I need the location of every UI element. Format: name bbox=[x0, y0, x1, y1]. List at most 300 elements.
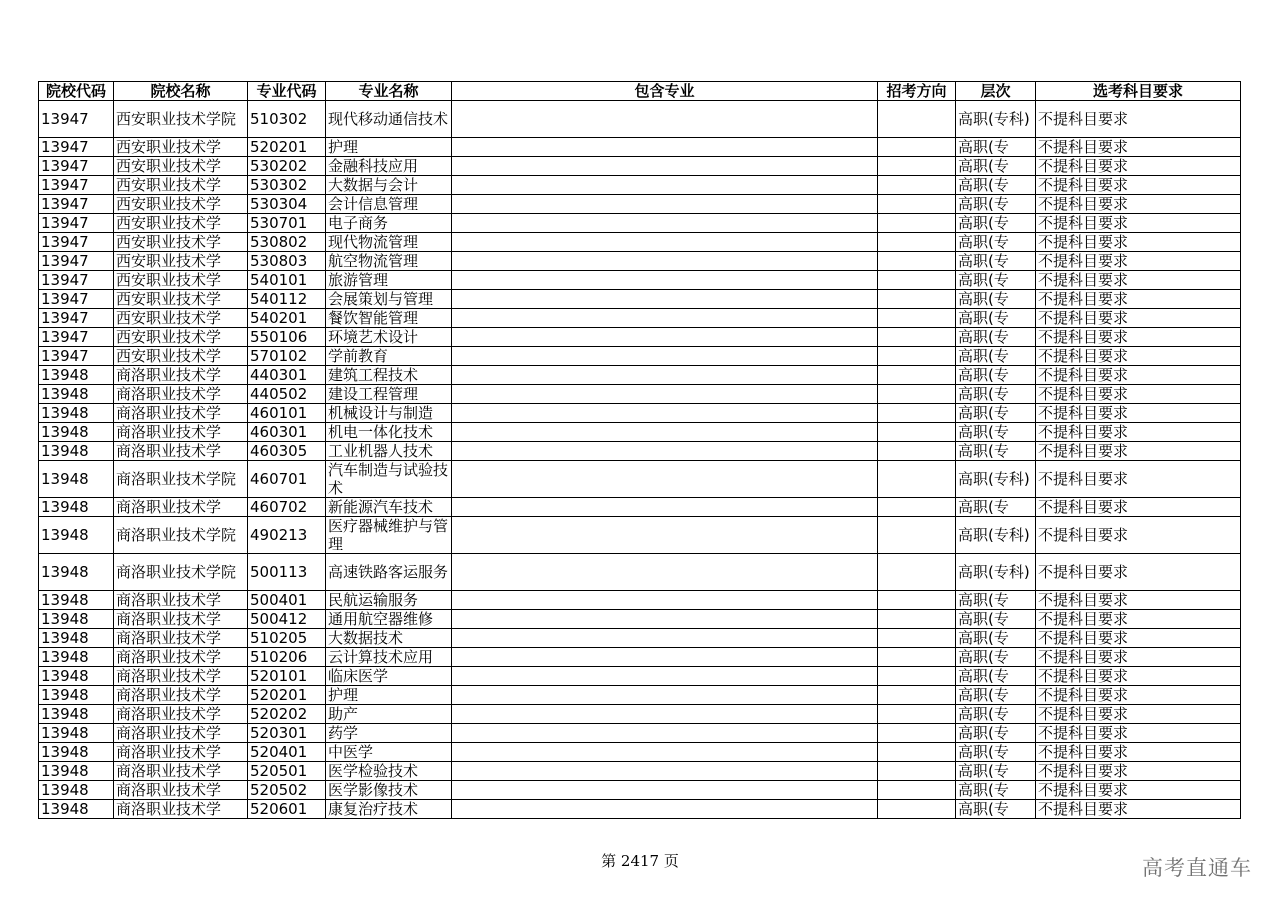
school-name-cell: 商洛职业技术学 bbox=[114, 705, 248, 724]
header-direction: 招考方向 bbox=[878, 82, 956, 101]
watermark: 高考直通车 bbox=[1142, 856, 1252, 880]
level-cell: 高职(专 bbox=[956, 610, 1036, 629]
school-code-cell: 13947 bbox=[39, 252, 114, 271]
included-majors-cell bbox=[452, 271, 878, 290]
school-code-cell: 13948 bbox=[39, 610, 114, 629]
level-cell: 高职(专 bbox=[956, 667, 1036, 686]
admission-table bbox=[38, 81, 1241, 819]
school-code-cell: 13947 bbox=[39, 233, 114, 252]
major-name-cell: 中医学 bbox=[326, 743, 452, 762]
major-name-cell: 航空物流管理 bbox=[326, 252, 452, 271]
school-name-cell: 商洛职业技术学 bbox=[114, 629, 248, 648]
subject-requirement-cell: 不提科目要求 bbox=[1036, 328, 1241, 347]
school-name-cell: 西安职业技术学 bbox=[114, 176, 248, 195]
included-majors-cell bbox=[452, 629, 878, 648]
direction-cell bbox=[878, 667, 956, 686]
direction-cell bbox=[878, 176, 956, 195]
school-name-cell: 商洛职业技术学院 bbox=[114, 554, 248, 591]
direction-cell bbox=[878, 648, 956, 667]
major-name-cell: 金融科技应用 bbox=[326, 157, 452, 176]
table-row bbox=[39, 309, 1241, 328]
school-code-cell: 13947 bbox=[39, 214, 114, 233]
included-majors-cell bbox=[452, 442, 878, 461]
level-cell: 高职(专 bbox=[956, 404, 1036, 423]
level-cell: 高职(专 bbox=[956, 366, 1036, 385]
major-code-cell: 460701 bbox=[248, 461, 326, 498]
school-name-cell: 西安职业技术学 bbox=[114, 195, 248, 214]
direction-cell bbox=[878, 404, 956, 423]
school-code-cell: 13948 bbox=[39, 743, 114, 762]
direction-cell bbox=[878, 781, 956, 800]
included-majors-cell bbox=[452, 157, 878, 176]
school-code-cell: 13947 bbox=[39, 157, 114, 176]
table-row bbox=[39, 195, 1241, 214]
level-cell: 高职(专 bbox=[956, 233, 1036, 252]
school-code-cell: 13947 bbox=[39, 347, 114, 366]
direction-cell bbox=[878, 517, 956, 554]
subject-requirement-cell: 不提科目要求 bbox=[1036, 517, 1241, 554]
direction-cell bbox=[878, 610, 956, 629]
level-cell: 高职(专 bbox=[956, 138, 1036, 157]
major-code-cell: 460702 bbox=[248, 498, 326, 517]
subject-requirement-cell: 不提科目要求 bbox=[1036, 461, 1241, 498]
major-name-cell: 新能源汽车技术 bbox=[326, 498, 452, 517]
major-code-cell: 530202 bbox=[248, 157, 326, 176]
direction-cell bbox=[878, 138, 956, 157]
major-code-cell: 530302 bbox=[248, 176, 326, 195]
school-code-cell: 13948 bbox=[39, 554, 114, 591]
school-name-cell: 商洛职业技术学 bbox=[114, 648, 248, 667]
school-name-cell: 商洛职业技术学 bbox=[114, 800, 248, 819]
school-name-cell: 西安职业技术学 bbox=[114, 252, 248, 271]
table-row bbox=[39, 385, 1241, 404]
school-code-cell: 13948 bbox=[39, 648, 114, 667]
major-code-cell: 520502 bbox=[248, 781, 326, 800]
level-cell: 高职(专 bbox=[956, 347, 1036, 366]
header-row bbox=[39, 82, 1241, 101]
subject-requirement-cell: 不提科目要求 bbox=[1036, 667, 1241, 686]
school-code-cell: 13948 bbox=[39, 724, 114, 743]
direction-cell bbox=[878, 461, 956, 498]
table-row bbox=[39, 252, 1241, 271]
major-name-cell: 大数据与会计 bbox=[326, 176, 452, 195]
major-name-cell: 会展策划与管理 bbox=[326, 290, 452, 309]
major-code-cell: 520301 bbox=[248, 724, 326, 743]
major-name-cell: 护理 bbox=[326, 138, 452, 157]
included-majors-cell bbox=[452, 648, 878, 667]
direction-cell bbox=[878, 724, 956, 743]
table-row bbox=[39, 138, 1241, 157]
school-name-cell: 西安职业技术学 bbox=[114, 157, 248, 176]
level-cell: 高职(专 bbox=[956, 423, 1036, 442]
table-row bbox=[39, 554, 1241, 591]
major-name-cell: 医学影像技术 bbox=[326, 781, 452, 800]
major-name-cell: 医疗器械维护与管理 bbox=[326, 517, 452, 554]
school-code-cell: 13948 bbox=[39, 461, 114, 498]
direction-cell bbox=[878, 686, 956, 705]
school-code-cell: 13948 bbox=[39, 517, 114, 554]
subject-requirement-cell: 不提科目要求 bbox=[1036, 233, 1241, 252]
direction-cell bbox=[878, 385, 956, 404]
level-cell: 高职(专 bbox=[956, 781, 1036, 800]
major-name-cell: 助产 bbox=[326, 705, 452, 724]
included-majors-cell bbox=[452, 233, 878, 252]
major-code-cell: 520101 bbox=[248, 667, 326, 686]
table-row bbox=[39, 404, 1241, 423]
included-majors-cell bbox=[452, 724, 878, 743]
level-cell: 高职(专科) bbox=[956, 517, 1036, 554]
level-cell: 高职(专 bbox=[956, 800, 1036, 819]
major-name-cell: 学前教育 bbox=[326, 347, 452, 366]
direction-cell bbox=[878, 347, 956, 366]
included-majors-cell bbox=[452, 366, 878, 385]
major-code-cell: 510302 bbox=[248, 101, 326, 138]
major-name-cell: 高速铁路客运服务 bbox=[326, 554, 452, 591]
major-name-cell: 云计算技术应用 bbox=[326, 648, 452, 667]
school-name-cell: 西安职业技术学 bbox=[114, 328, 248, 347]
subject-requirement-cell: 不提科目要求 bbox=[1036, 290, 1241, 309]
level-cell: 高职(专 bbox=[956, 442, 1036, 461]
major-code-cell: 530304 bbox=[248, 195, 326, 214]
major-code-cell: 500113 bbox=[248, 554, 326, 591]
school-code-cell: 13948 bbox=[39, 800, 114, 819]
major-name-cell: 民航运输服务 bbox=[326, 591, 452, 610]
subject-requirement-cell: 不提科目要求 bbox=[1036, 271, 1241, 290]
major-name-cell: 机械设计与制造 bbox=[326, 404, 452, 423]
table-row bbox=[39, 705, 1241, 724]
level-cell: 高职(专 bbox=[956, 762, 1036, 781]
major-code-cell: 530701 bbox=[248, 214, 326, 233]
subject-requirement-cell: 不提科目要求 bbox=[1036, 442, 1241, 461]
major-name-cell: 餐饮智能管理 bbox=[326, 309, 452, 328]
header-subject-requirement: 选考科目要求 bbox=[1036, 82, 1241, 101]
school-name-cell: 西安职业技术学 bbox=[114, 290, 248, 309]
table-row bbox=[39, 781, 1241, 800]
school-name-cell: 商洛职业技术学 bbox=[114, 610, 248, 629]
table-row bbox=[39, 290, 1241, 309]
major-code-cell: 490213 bbox=[248, 517, 326, 554]
major-code-cell: 540101 bbox=[248, 271, 326, 290]
major-code-cell: 510205 bbox=[248, 629, 326, 648]
level-cell: 高职(专 bbox=[956, 195, 1036, 214]
included-majors-cell bbox=[452, 781, 878, 800]
included-majors-cell bbox=[452, 554, 878, 591]
header-school-name: 院校名称 bbox=[114, 82, 248, 101]
level-cell: 高职(专 bbox=[956, 309, 1036, 328]
major-name-cell: 会计信息管理 bbox=[326, 195, 452, 214]
table-row bbox=[39, 686, 1241, 705]
level-cell: 高职(专 bbox=[956, 328, 1036, 347]
direction-cell bbox=[878, 442, 956, 461]
major-code-cell: 460305 bbox=[248, 442, 326, 461]
subject-requirement-cell: 不提科目要求 bbox=[1036, 648, 1241, 667]
major-code-cell: 570102 bbox=[248, 347, 326, 366]
level-cell: 高职(专科) bbox=[956, 101, 1036, 138]
direction-cell bbox=[878, 328, 956, 347]
table-row bbox=[39, 157, 1241, 176]
major-name-cell: 建筑工程技术 bbox=[326, 366, 452, 385]
subject-requirement-cell: 不提科目要求 bbox=[1036, 176, 1241, 195]
table-row bbox=[39, 629, 1241, 648]
major-name-cell: 大数据技术 bbox=[326, 629, 452, 648]
direction-cell bbox=[878, 762, 956, 781]
major-name-cell: 汽车制造与试验技术 bbox=[326, 461, 452, 498]
major-name-cell: 工业机器人技术 bbox=[326, 442, 452, 461]
school-code-cell: 13947 bbox=[39, 195, 114, 214]
subject-requirement-cell: 不提科目要求 bbox=[1036, 781, 1241, 800]
school-code-cell: 13948 bbox=[39, 498, 114, 517]
table-row bbox=[39, 800, 1241, 819]
school-name-cell: 西安职业技术学院 bbox=[114, 101, 248, 138]
school-code-cell: 13948 bbox=[39, 629, 114, 648]
major-code-cell: 520501 bbox=[248, 762, 326, 781]
subject-requirement-cell: 不提科目要求 bbox=[1036, 554, 1241, 591]
table-row bbox=[39, 214, 1241, 233]
included-majors-cell bbox=[452, 385, 878, 404]
level-cell: 高职(专科) bbox=[956, 461, 1036, 498]
included-majors-cell bbox=[452, 214, 878, 233]
major-name-cell: 护理 bbox=[326, 686, 452, 705]
major-code-cell: 520601 bbox=[248, 800, 326, 819]
direction-cell bbox=[878, 498, 956, 517]
level-cell: 高职(专 bbox=[956, 271, 1036, 290]
school-name-cell: 商洛职业技术学 bbox=[114, 498, 248, 517]
subject-requirement-cell: 不提科目要求 bbox=[1036, 800, 1241, 819]
direction-cell bbox=[878, 290, 956, 309]
school-code-cell: 13948 bbox=[39, 442, 114, 461]
school-name-cell: 商洛职业技术学 bbox=[114, 686, 248, 705]
subject-requirement-cell: 不提科目要求 bbox=[1036, 423, 1241, 442]
school-code-cell: 13947 bbox=[39, 176, 114, 195]
school-code-cell: 13947 bbox=[39, 309, 114, 328]
school-code-cell: 13947 bbox=[39, 290, 114, 309]
direction-cell bbox=[878, 629, 956, 648]
table-row bbox=[39, 328, 1241, 347]
school-code-cell: 13947 bbox=[39, 138, 114, 157]
page-number: 第 2417 页 bbox=[601, 852, 679, 870]
school-name-cell: 商洛职业技术学 bbox=[114, 781, 248, 800]
school-code-cell: 13947 bbox=[39, 101, 114, 138]
subject-requirement-cell: 不提科目要求 bbox=[1036, 214, 1241, 233]
school-code-cell: 13947 bbox=[39, 328, 114, 347]
level-cell: 高职(专 bbox=[956, 743, 1036, 762]
header-included-majors: 包含专业 bbox=[452, 82, 878, 101]
major-code-cell: 520201 bbox=[248, 686, 326, 705]
school-code-cell: 13948 bbox=[39, 705, 114, 724]
level-cell: 高职(专 bbox=[956, 252, 1036, 271]
level-cell: 高职(专 bbox=[956, 176, 1036, 195]
included-majors-cell bbox=[452, 138, 878, 157]
school-code-cell: 13948 bbox=[39, 667, 114, 686]
major-name-cell: 电子商务 bbox=[326, 214, 452, 233]
level-cell: 高职(专 bbox=[956, 705, 1036, 724]
subject-requirement-cell: 不提科目要求 bbox=[1036, 101, 1241, 138]
direction-cell bbox=[878, 800, 956, 819]
subject-requirement-cell: 不提科目要求 bbox=[1036, 705, 1241, 724]
table-row bbox=[39, 423, 1241, 442]
direction-cell bbox=[878, 554, 956, 591]
school-code-cell: 13948 bbox=[39, 423, 114, 442]
major-code-cell: 500412 bbox=[248, 610, 326, 629]
major-code-cell: 460301 bbox=[248, 423, 326, 442]
level-cell: 高职(专 bbox=[956, 290, 1036, 309]
school-code-cell: 13948 bbox=[39, 781, 114, 800]
subject-requirement-cell: 不提科目要求 bbox=[1036, 404, 1241, 423]
table-row bbox=[39, 743, 1241, 762]
included-majors-cell bbox=[452, 743, 878, 762]
school-code-cell: 13948 bbox=[39, 366, 114, 385]
subject-requirement-cell: 不提科目要求 bbox=[1036, 309, 1241, 328]
major-name-cell: 旅游管理 bbox=[326, 271, 452, 290]
school-name-cell: 商洛职业技术学 bbox=[114, 385, 248, 404]
included-majors-cell bbox=[452, 328, 878, 347]
level-cell: 高职(专 bbox=[956, 157, 1036, 176]
school-code-cell: 13948 bbox=[39, 385, 114, 404]
direction-cell bbox=[878, 195, 956, 214]
school-name-cell: 商洛职业技术学 bbox=[114, 366, 248, 385]
school-code-cell: 13948 bbox=[39, 591, 114, 610]
major-name-cell: 环境艺术设计 bbox=[326, 328, 452, 347]
school-name-cell: 商洛职业技术学 bbox=[114, 591, 248, 610]
included-majors-cell bbox=[452, 517, 878, 554]
school-name-cell: 西安职业技术学 bbox=[114, 138, 248, 157]
major-code-cell: 460101 bbox=[248, 404, 326, 423]
school-code-cell: 13948 bbox=[39, 686, 114, 705]
school-name-cell: 商洛职业技术学 bbox=[114, 423, 248, 442]
direction-cell bbox=[878, 101, 956, 138]
school-code-cell: 13947 bbox=[39, 271, 114, 290]
school-name-cell: 商洛职业技术学 bbox=[114, 762, 248, 781]
major-name-cell: 机电一体化技术 bbox=[326, 423, 452, 442]
major-code-cell: 440502 bbox=[248, 385, 326, 404]
table-row bbox=[39, 591, 1241, 610]
major-code-cell: 440301 bbox=[248, 366, 326, 385]
direction-cell bbox=[878, 157, 956, 176]
included-majors-cell bbox=[452, 610, 878, 629]
major-code-cell: 520401 bbox=[248, 743, 326, 762]
direction-cell bbox=[878, 214, 956, 233]
school-name-cell: 西安职业技术学 bbox=[114, 347, 248, 366]
included-majors-cell bbox=[452, 176, 878, 195]
level-cell: 高职(专科) bbox=[956, 554, 1036, 591]
level-cell: 高职(专 bbox=[956, 724, 1036, 743]
direction-cell bbox=[878, 309, 956, 328]
included-majors-cell bbox=[452, 762, 878, 781]
header-major-code: 专业代码 bbox=[248, 82, 326, 101]
subject-requirement-cell: 不提科目要求 bbox=[1036, 138, 1241, 157]
major-name-cell: 临床医学 bbox=[326, 667, 452, 686]
school-name-cell: 西安职业技术学 bbox=[114, 309, 248, 328]
included-majors-cell bbox=[452, 252, 878, 271]
header-level: 层次 bbox=[956, 82, 1036, 101]
direction-cell bbox=[878, 591, 956, 610]
major-name-cell: 建设工程管理 bbox=[326, 385, 452, 404]
school-code-cell: 13948 bbox=[39, 762, 114, 781]
header-major-name: 专业名称 bbox=[326, 82, 452, 101]
subject-requirement-cell: 不提科目要求 bbox=[1036, 157, 1241, 176]
included-majors-cell bbox=[452, 423, 878, 442]
included-majors-cell bbox=[452, 686, 878, 705]
table-row bbox=[39, 762, 1241, 781]
school-name-cell: 西安职业技术学 bbox=[114, 214, 248, 233]
level-cell: 高职(专 bbox=[956, 648, 1036, 667]
major-name-cell: 康复治疗技术 bbox=[326, 800, 452, 819]
subject-requirement-cell: 不提科目要求 bbox=[1036, 629, 1241, 648]
major-code-cell: 540201 bbox=[248, 309, 326, 328]
included-majors-cell bbox=[452, 290, 878, 309]
included-majors-cell bbox=[452, 591, 878, 610]
school-name-cell: 商洛职业技术学院 bbox=[114, 461, 248, 498]
table-row bbox=[39, 347, 1241, 366]
table-row bbox=[39, 724, 1241, 743]
direction-cell bbox=[878, 252, 956, 271]
school-name-cell: 西安职业技术学 bbox=[114, 271, 248, 290]
direction-cell bbox=[878, 743, 956, 762]
table-row bbox=[39, 498, 1241, 517]
major-code-cell: 550106 bbox=[248, 328, 326, 347]
table-row bbox=[39, 176, 1241, 195]
school-name-cell: 商洛职业技术学 bbox=[114, 667, 248, 686]
level-cell: 高职(专 bbox=[956, 385, 1036, 404]
school-name-cell: 商洛职业技术学 bbox=[114, 724, 248, 743]
major-code-cell: 510206 bbox=[248, 648, 326, 667]
included-majors-cell bbox=[452, 404, 878, 423]
direction-cell bbox=[878, 366, 956, 385]
school-name-cell: 商洛职业技术学 bbox=[114, 442, 248, 461]
subject-requirement-cell: 不提科目要求 bbox=[1036, 347, 1241, 366]
school-name-cell: 商洛职业技术学院 bbox=[114, 517, 248, 554]
included-majors-cell bbox=[452, 667, 878, 686]
table-body bbox=[39, 101, 1241, 819]
table-row bbox=[39, 101, 1241, 138]
major-code-cell: 530802 bbox=[248, 233, 326, 252]
major-name-cell: 现代移动通信技术 bbox=[326, 101, 452, 138]
included-majors-cell bbox=[452, 101, 878, 138]
major-code-cell: 500401 bbox=[248, 591, 326, 610]
subject-requirement-cell: 不提科目要求 bbox=[1036, 743, 1241, 762]
school-code-cell: 13948 bbox=[39, 404, 114, 423]
subject-requirement-cell: 不提科目要求 bbox=[1036, 762, 1241, 781]
subject-requirement-cell: 不提科目要求 bbox=[1036, 686, 1241, 705]
included-majors-cell bbox=[452, 195, 878, 214]
major-name-cell: 医学检验技术 bbox=[326, 762, 452, 781]
major-name-cell: 现代物流管理 bbox=[326, 233, 452, 252]
level-cell: 高职(专 bbox=[956, 629, 1036, 648]
table-row bbox=[39, 271, 1241, 290]
subject-requirement-cell: 不提科目要求 bbox=[1036, 195, 1241, 214]
direction-cell bbox=[878, 705, 956, 724]
included-majors-cell bbox=[452, 347, 878, 366]
table-row bbox=[39, 648, 1241, 667]
table-row bbox=[39, 610, 1241, 629]
subject-requirement-cell: 不提科目要求 bbox=[1036, 610, 1241, 629]
major-code-cell: 530803 bbox=[248, 252, 326, 271]
subject-requirement-cell: 不提科目要求 bbox=[1036, 385, 1241, 404]
subject-requirement-cell: 不提科目要求 bbox=[1036, 366, 1241, 385]
level-cell: 高职(专 bbox=[956, 214, 1036, 233]
major-name-cell: 通用航空器维修 bbox=[326, 610, 452, 629]
included-majors-cell bbox=[452, 705, 878, 724]
school-name-cell: 商洛职业技术学 bbox=[114, 404, 248, 423]
header-school-code: 院校代码 bbox=[39, 82, 114, 101]
table-row bbox=[39, 442, 1241, 461]
included-majors-cell bbox=[452, 800, 878, 819]
major-code-cell: 520201 bbox=[248, 138, 326, 157]
level-cell: 高职(专 bbox=[956, 591, 1036, 610]
table-row bbox=[39, 366, 1241, 385]
included-majors-cell bbox=[452, 309, 878, 328]
level-cell: 高职(专 bbox=[956, 686, 1036, 705]
